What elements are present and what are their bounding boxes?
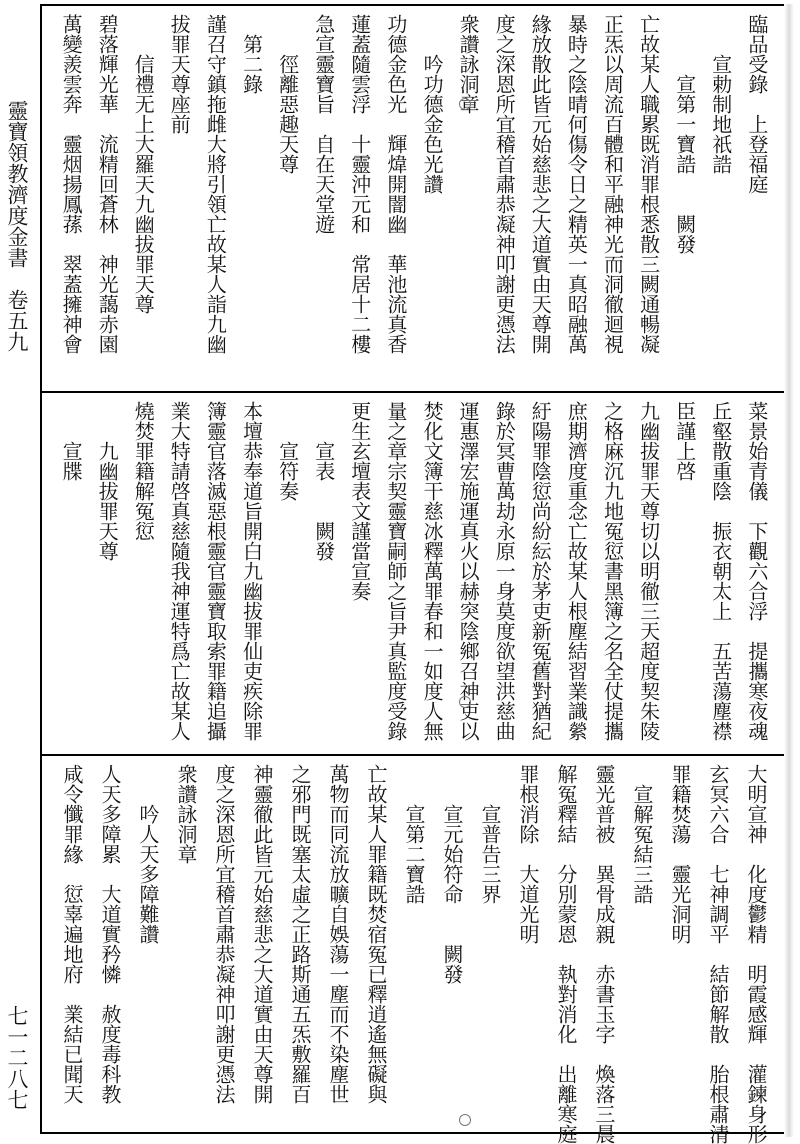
panel-bottom: [42, 756, 788, 1144]
text-column: 謹召守鎮拖雌大將引領亡故某人詣九幽: [203, 14, 228, 354]
text-column: 正炁以周流百體和平融神光而洞徹迴視: [600, 14, 625, 354]
text-column: 緣放散此皆元始慈悲之大道實由天尊開: [528, 14, 553, 354]
text-column: 蓮蓋隨雲浮 十靈沖元和 常居十二樓: [347, 14, 372, 354]
text-column: 人天多障累 大道實矜憐 赦度毒科教: [98, 764, 122, 1104]
text-column: 宣符奏: [275, 401, 300, 501]
text-column: 本壇恭奉道旨開白九幽拔罪仙吏疾除罪: [239, 401, 264, 741]
text-column: 衆讚詠洞章: [174, 764, 198, 864]
text-column: 暴時之陰晴何傷令日之精英一真昭融萬: [564, 14, 589, 354]
text-column: 紆陽罪陰愆尚紛紜於茅吏新冤舊對猶紀: [528, 401, 553, 741]
text-column: 之邪門既塞太虛之正路斯通五炁敷羅百: [288, 764, 312, 1104]
text-column: 宣表 闕發: [311, 401, 336, 561]
text-column: 功德金色光 輝煒開闇幽 華池流真香: [383, 14, 408, 354]
punch-hole-mark: [459, 98, 471, 110]
text-column: 菜景始青儀 下觀六合浮 提攜寒夜魂: [744, 401, 769, 741]
text-column: 萬變羨雲奔 靈烟揚鳳蓀 翠蓋擁神會: [59, 14, 84, 354]
text-column: 臨品受錄 上登福庭: [744, 14, 769, 194]
book-title-margin: 靈寶領教濟度金書 卷五九: [5, 100, 29, 352]
punch-hole-mark: [459, 696, 471, 708]
text-column: 衆讚詠洞章: [456, 14, 481, 114]
text-column: 信禮无上大羅天九幽拔罪天尊: [131, 14, 156, 314]
text-column: 玄冥六合 七神調平 結節解散 胎根肅清: [706, 764, 730, 1144]
text-column: 宣勅制地祇誥: [708, 14, 733, 174]
text-column: 解冤釋結 分別蒙恩 執對消化 出離寒庭: [554, 764, 578, 1144]
text-column: 宣元始符命 闕發: [440, 764, 464, 984]
text-column: 宣解冤結三誥: [630, 764, 654, 904]
text-column: 度之深恩所宜稽首肅恭凝神叩謝更憑法: [212, 764, 236, 1104]
text-column: 臣謹上啓: [672, 401, 697, 481]
text-column: 碧落輝光華 流精回蒼林 神光藹赤園: [95, 14, 120, 354]
page-number-margin: 七一二八七: [5, 1005, 29, 1110]
text-column: 九幽拔罪天尊切以明徹三天超度契朱陵: [636, 401, 661, 741]
text-column: 庶期濟度重念亡故某人根塵結習業識縈: [564, 401, 589, 741]
text-column: 吟人天多障難讚: [136, 764, 160, 944]
text-column: 量之章宗契靈寶嗣師之旨尹真監度受錄: [383, 401, 408, 741]
text-column: 徑離惡趣天尊: [275, 14, 300, 174]
text-column: 之格麻沉九地冤愆書黑簿之名全仗提攜: [600, 401, 625, 741]
text-column: 更生玄壇表文謹當宣奏: [347, 401, 372, 601]
panel-top: [42, 6, 788, 391]
text-column: 焚化文簿干慈冰釋萬罪春和一如度人無: [420, 401, 445, 741]
text-column: 亡故某人職累既消罪根悉散三闕通暢凝: [636, 14, 661, 354]
page-frame: [40, 4, 790, 1144]
text-column: 急宣靈寶旨 自在天堂遊: [311, 14, 336, 234]
text-column: 業大特請啓真慈隨我神運特爲亡故某人: [167, 401, 192, 741]
text-column: 萬物而同流放曠自娛蕩一塵而不染塵世: [326, 764, 350, 1104]
text-column: 咸令懺罪緣 愆辜遍地府 業結已聞天: [60, 764, 84, 1104]
text-column: 亡故某人罪籍既焚宿冤已釋逍遙無礙與: [364, 764, 388, 1104]
text-column: 簿靈官落滅惡根靈官靈寶取索罪籍追攝: [203, 401, 228, 741]
panel-middle: [42, 393, 788, 754]
text-column: 燒焚罪籍解冤愆: [131, 401, 156, 541]
text-column: 靈光普被 異骨成親 赤書玉字 煥落三晨: [592, 764, 616, 1144]
text-column: 宣第一寶誥 闕發: [672, 14, 697, 254]
text-column: 神靈徹此皆元始慈悲之大道實由天尊開: [250, 764, 274, 1104]
text-column: 九幽拔罪天尊: [95, 401, 120, 561]
text-column: 宣普告三界: [478, 764, 502, 904]
text-column: 宣牒: [59, 401, 84, 481]
text-column: 錄於冥曹萬劫永原一身莫度欲望洪慈曲: [492, 401, 517, 741]
text-column: 拔罪天尊座前: [167, 14, 192, 134]
text-column: 吟功德金色光讚: [420, 14, 445, 194]
text-column: 度之深恩所宜稽首肅恭凝神叩謝更憑法: [492, 14, 517, 354]
text-column: 罪根消除 大道光明: [516, 764, 540, 944]
text-column: 宣第二寶誥: [402, 764, 426, 904]
text-column: 運惠澤宏施運真火以赫突陰鄉召神吏以: [456, 401, 481, 741]
text-column: 大明宣神 化度鬱精 明霞感輝 灌鍊身形: [744, 764, 768, 1144]
text-column: 第二錄: [239, 14, 264, 94]
text-column: 丘壑散重陰 振衣朝太上 五苦蕩塵襟: [708, 401, 733, 741]
punch-hole-mark: [459, 1114, 471, 1126]
text-column: 罪籍焚蕩 靈光洞明: [668, 764, 692, 944]
scan-edge: [784, 4, 794, 1137]
